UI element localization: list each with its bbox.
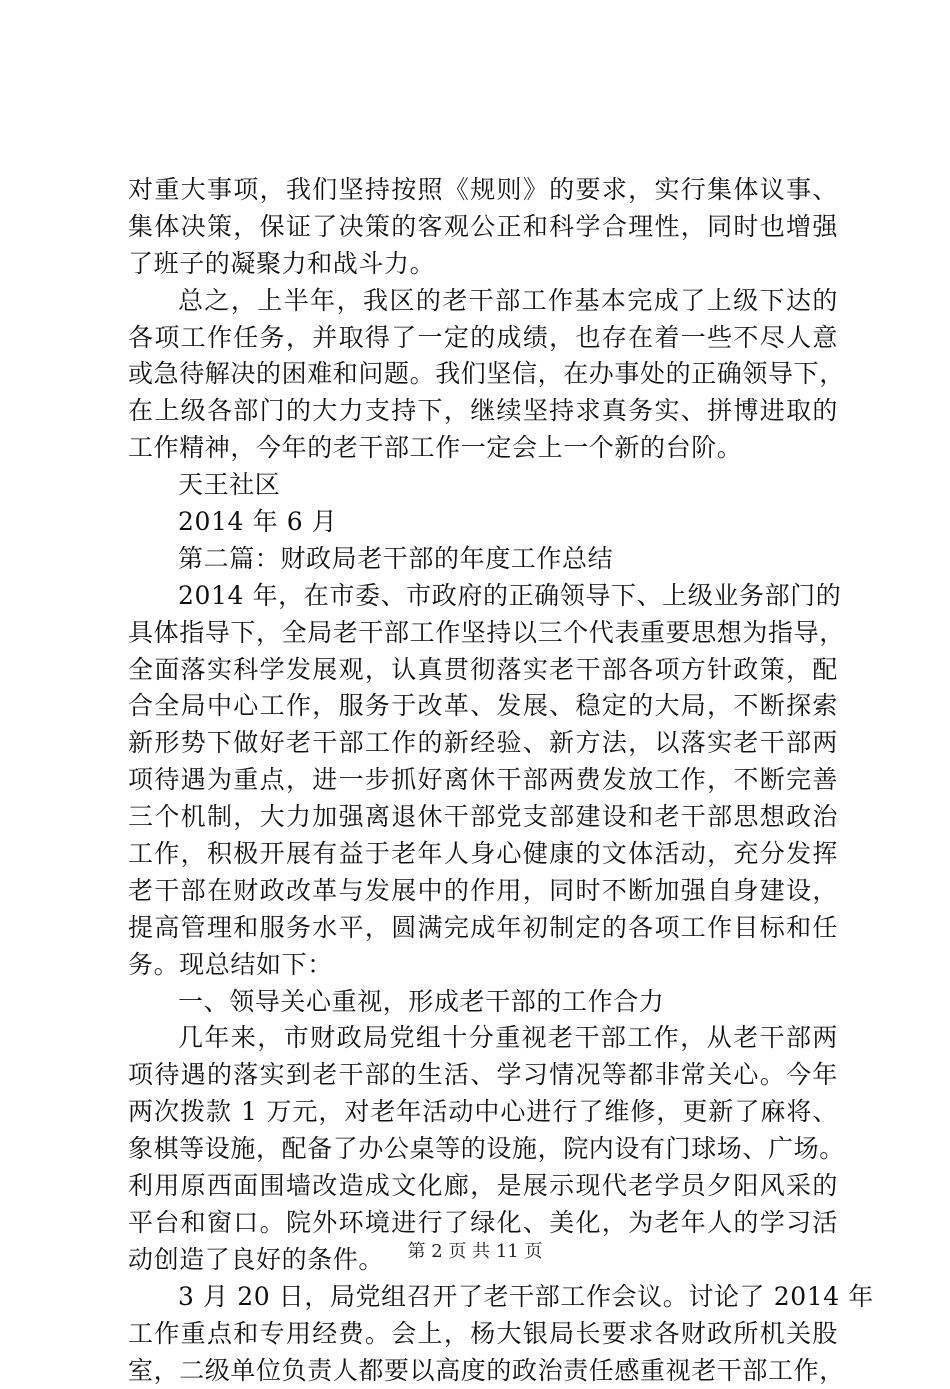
text-line: 一、领导关心重视，形成老干部的工作合力 (128, 984, 838, 1021)
text-line: 三个机制，大力加强离退休干部党支部建设和老干部思想政治 (128, 799, 838, 836)
text-line: 工作，积极开展有益于老年人身心健康的文体活动，充分发挥 (128, 836, 838, 873)
text-line: 动创造了良好的条件。 (128, 1242, 838, 1279)
text-line: 了班子的凝聚力和战斗力。 (128, 246, 838, 283)
page-footer: 第 2 页 共 11 页 (0, 1240, 950, 1264)
text-line: 老干部在财政改革与发展中的作用，同时不断加强自身建设， (128, 873, 838, 910)
document-body (128, 172, 838, 1389)
text-line: 几年来，市财政局党组十分重视老干部工作，从老干部两 (128, 1020, 838, 1057)
text-line: 象棋等设施，配备了办公桌等的设施，院内设有门球场、广场。 (128, 1131, 838, 1168)
text-line: 天王社区 (128, 467, 838, 504)
text-line: 项待遇为重点，进一步抓好离休干部两费发放工作，不断完善 (128, 762, 838, 799)
text-line: 集体决策，保证了决策的客观公正和科学合理性，同时也增强 (128, 209, 838, 246)
text-line: 项待遇的落实到老干部的生活、学习情况等都非常关心。今年 (128, 1057, 838, 1094)
text-line: 利用原西面围墙改造成文化廊，是展示现代老学员夕阳风采的 (128, 1168, 838, 1205)
text-line: 室，二级单位负责人都要以高度的政治责任感重视老干部工作， (128, 1353, 838, 1389)
text-line: 在上级各部门的大力支持下，继续坚持求真务实、拼博进取的 (128, 393, 838, 430)
text-line: 具体指导下，全局老干部工作坚持以三个代表重要思想为指导， (128, 615, 838, 652)
text-line: 务。现总结如下： (128, 947, 838, 984)
text-line: 提高管理和服务水平，圆满完成年初制定的各项工作目标和任 (128, 910, 838, 947)
text-line: 平台和窗口。院外环境进行了绿化、美化，为老年人的学习活 (128, 1205, 838, 1242)
text-line: 或急待解决的困难和问题。我们坚信，在办事处的正确领导下， (128, 356, 838, 393)
text-line: 新形势下做好老干部工作的新经验、新方法，以落实老干部两 (128, 725, 838, 762)
text-line: 2014 年，在市委、市政府的正确领导下、上级业务部门的 (128, 578, 838, 615)
text-line: 两次拨款 1 万元，对老年活动中心进行了维修，更新了麻将、 (128, 1094, 838, 1131)
text-line: 工作精神，今年的老干部工作一定会上一个新的台阶。 (128, 430, 838, 467)
text-line: 合全局中心工作，服务于改革、发展、稳定的大局，不断探索 (128, 688, 838, 725)
text-line: 工作重点和专用经费。会上，杨大银局长要求各财政所机关股 (128, 1316, 838, 1353)
text-line: 2014 年 6 月 (128, 504, 838, 541)
text-line: 第二篇：财政局老干部的年度工作总结 (128, 541, 838, 578)
text-line: 全面落实科学发展观，认真贯彻落实老干部各项方针政策，配 (128, 652, 838, 689)
text-line: 总之，上半年，我区的老干部工作基本完成了上级下达的 (128, 283, 838, 320)
text-line: 对重大事项，我们坚持按照《规则》的要求，实行集体议事、 (128, 172, 838, 209)
text-line: 各项工作任务，并取得了一定的成绩，也存在着一些不尽人意 (128, 320, 838, 357)
text-line: 3 月 20 日，局党组召开了老干部工作会议。讨论了 2014 年 (128, 1279, 838, 1316)
